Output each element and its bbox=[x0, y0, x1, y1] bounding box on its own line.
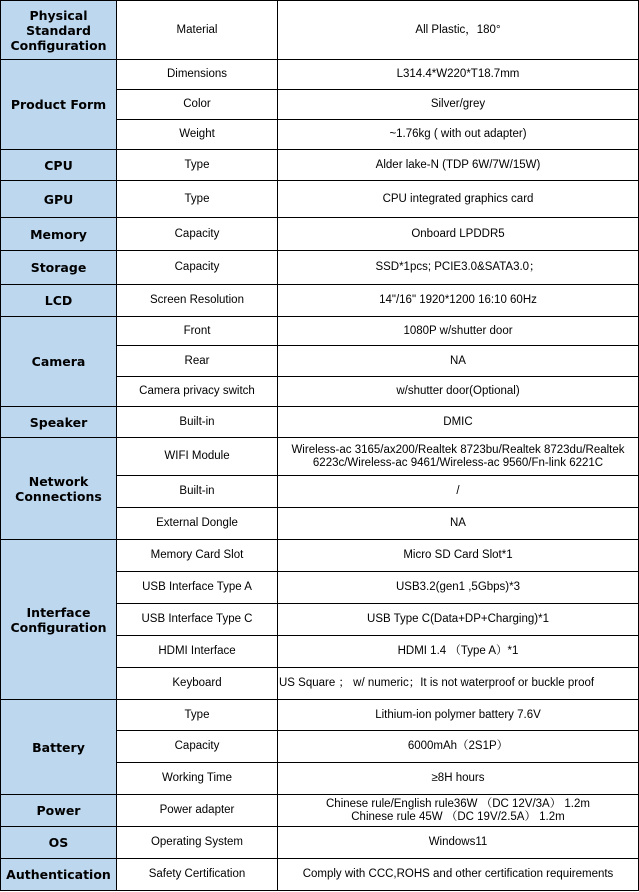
spec-item: Type bbox=[117, 700, 278, 731]
spec-item: Safety Certification bbox=[117, 859, 278, 891]
category-label: CPU bbox=[1, 150, 117, 181]
category-label: Network Connections bbox=[1, 438, 117, 540]
spec-value: Alder lake-N (TDP 6W/7W/15W) bbox=[278, 150, 639, 181]
spec-item: Type bbox=[117, 150, 278, 181]
spec-value: 1080P w/shutter door bbox=[278, 317, 639, 346]
spec-row bbox=[1, 540, 639, 572]
spec-item: Operating System bbox=[117, 827, 278, 859]
spec-row bbox=[1, 218, 639, 251]
spec-item: Capacity bbox=[117, 218, 278, 251]
spec-row bbox=[1, 700, 639, 731]
category-label: Product Form bbox=[1, 60, 117, 150]
spec-item: WIFI Module bbox=[117, 438, 278, 476]
spec-item: Front bbox=[117, 317, 278, 346]
spec-row bbox=[1, 407, 639, 438]
spec-value: Onboard LPDDR5 bbox=[278, 218, 639, 251]
category-label: Speaker bbox=[1, 407, 117, 438]
spec-item: Working Time bbox=[117, 763, 278, 795]
spec-item: USB Interface Type C bbox=[117, 604, 278, 636]
spec-item: Memory Card Slot bbox=[117, 540, 278, 572]
spec-row bbox=[1, 795, 639, 827]
spec-row bbox=[1, 827, 639, 859]
spec-value: HDMI 1.4 （Type A）*1 bbox=[278, 636, 639, 668]
spec-value: Windows11 bbox=[278, 827, 639, 859]
spec-item: Dimensions bbox=[117, 60, 278, 90]
spec-value: Lithium-ion polymer battery 7.6V bbox=[278, 700, 639, 731]
spec-value: ~1.76kg ( with out adapter) bbox=[278, 120, 639, 150]
spec-value: / bbox=[278, 476, 639, 508]
spec-item: Camera privacy switch bbox=[117, 377, 278, 407]
spec-value: USB3.2(gen1 ,5Gbps)*3 bbox=[278, 572, 639, 604]
spec-item: Rear bbox=[117, 346, 278, 377]
spec-row bbox=[1, 1, 639, 60]
category-label: Authentication bbox=[1, 859, 117, 891]
category-label: Physical Standard Configuration bbox=[1, 1, 117, 60]
spec-row bbox=[1, 181, 639, 218]
spec-item: Built-in bbox=[117, 407, 278, 438]
spec-item: Material bbox=[117, 1, 278, 60]
category-label: OS bbox=[1, 827, 117, 859]
category-label: Interface Configuration bbox=[1, 540, 117, 700]
spec-value: USB Type C(Data+DP+Charging)*1 bbox=[278, 604, 639, 636]
category-label: Storage bbox=[1, 251, 117, 285]
spec-item: Keyboard bbox=[117, 668, 278, 700]
spec-item: Color bbox=[117, 90, 278, 120]
category-label: GPU bbox=[1, 181, 117, 218]
spec-item: HDMI Interface bbox=[117, 636, 278, 668]
spec-value: 14"/16" 1920*1200 16:10 60Hz bbox=[278, 285, 639, 317]
spec-value: L314.4*W220*T18.7mm bbox=[278, 60, 639, 90]
spec-value: CPU integrated graphics card bbox=[278, 181, 639, 218]
category-label: Camera bbox=[1, 317, 117, 407]
spec-value: 6000mAh（2S1P） bbox=[278, 731, 639, 763]
spec-row bbox=[1, 438, 639, 476]
category-label: LCD bbox=[1, 285, 117, 317]
spec-item: External Dongle bbox=[117, 508, 278, 540]
spec-item: Capacity bbox=[117, 731, 278, 763]
spec-value: SSD*1pcs; PCIE3.0&SATA3.0； bbox=[278, 251, 639, 285]
spec-row bbox=[1, 859, 639, 891]
spec-row bbox=[1, 60, 639, 90]
spec-value: Wireless-ac 3165/ax200/Realtek 8723bu/Realtek 8723du/Realtek 6223c/Wireless-ac 9461/Wireless-ac 9560/Fn-link 6221C bbox=[278, 438, 639, 476]
category-label: Power bbox=[1, 795, 117, 827]
spec-row bbox=[1, 150, 639, 181]
spec-item: Power adapter bbox=[117, 795, 278, 827]
spec-value: All Plastic，180° bbox=[278, 1, 639, 60]
spec-table-body bbox=[1, 1, 639, 891]
spec-value: NA bbox=[278, 508, 639, 540]
spec-item: Built-in bbox=[117, 476, 278, 508]
spec-value: Silver/grey bbox=[278, 90, 639, 120]
category-label: Battery bbox=[1, 700, 117, 795]
spec-row bbox=[1, 317, 639, 346]
category-label: Memory bbox=[1, 218, 117, 251]
spec-row bbox=[1, 285, 639, 317]
spec-value: ≥8H hours bbox=[278, 763, 639, 795]
spec-row bbox=[1, 251, 639, 285]
spec-value: US Square ； w/ numeric；It is not waterproof or buckle proof bbox=[278, 668, 639, 700]
spec-value: Chinese rule/English rule36W （DC 12V/3A） 1.2m Chinese rule 45W （DC 19V/2.5A） 1.2m bbox=[278, 795, 639, 827]
spec-value: Comply with CCC,ROHS and other certification requirements bbox=[278, 859, 639, 891]
spec-item: Capacity bbox=[117, 251, 278, 285]
spec-item: USB Interface Type A bbox=[117, 572, 278, 604]
spec-value: w/shutter door(Optional) bbox=[278, 377, 639, 407]
spec-item: Type bbox=[117, 181, 278, 218]
spec-value: Micro SD Card Slot*1 bbox=[278, 540, 639, 572]
spec-item: Screen Resolution bbox=[117, 285, 278, 317]
spec-value: NA bbox=[278, 346, 639, 377]
spec-item: Weight bbox=[117, 120, 278, 150]
spec-value: DMIC bbox=[278, 407, 639, 438]
